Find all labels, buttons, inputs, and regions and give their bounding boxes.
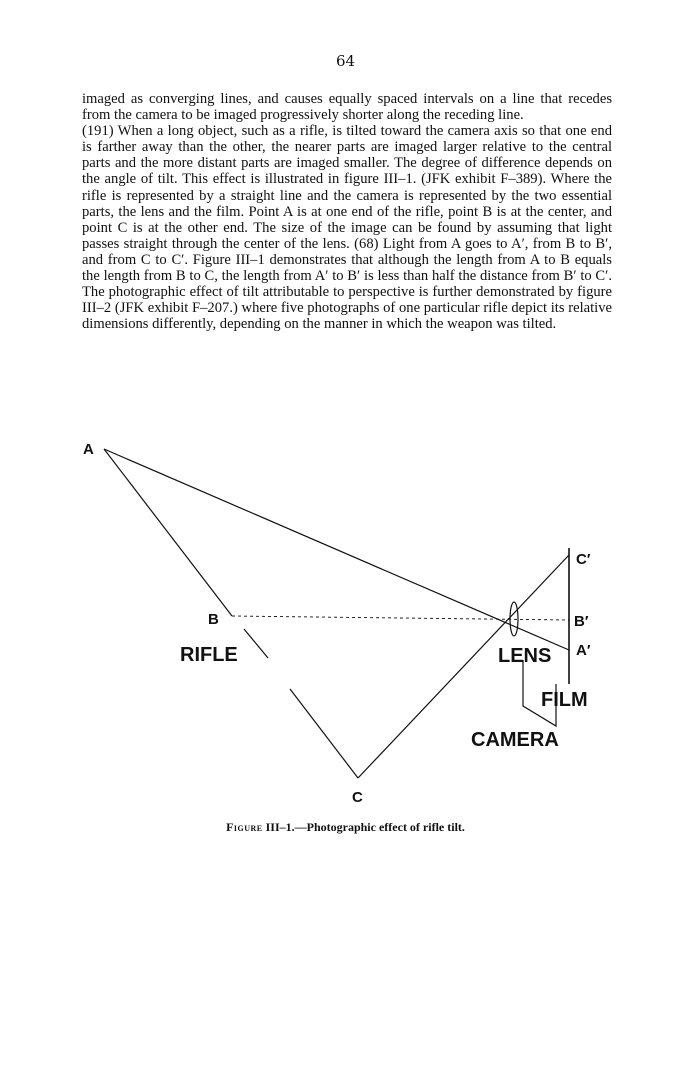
rifle-line-upper <box>104 449 232 616</box>
rifle-tilt-diagram <box>0 430 691 820</box>
rifle-label: RIFLE <box>180 644 238 666</box>
camera-label: CAMERA <box>471 729 559 751</box>
rifle-line-middle <box>244 629 268 658</box>
image-a-label: A′ <box>576 642 591 659</box>
caption-text: III–1.—Photographic effect of rifle tilt. <box>262 820 465 834</box>
film-label: FILM <box>541 689 588 711</box>
paragraph: (191) When a long object, such as a rifle, is tilted toward the camera axis so that one end is farther away than the other, the nearer parts are imaged larger relative to the central parts and the more distant parts are imaged smaller. The degree of difference depends on the angle of tilt. This effect is illustrated in figure III–1. (JFK exhibit F–389). Where the rifle is represented by a straight line and the camera is represented by the two essential parts, the lens and the film. Point A is at one end of the rifle, point B is at the center, and point C is at the other end. The size of the image can be found by assuming that light passes straight through the center of the lens. (68) Light from A goes to A′, from B to B′, and from C to C′. Figure III–1 demonstrates that although the length from A to B equals the length from B to C, the length from A′ to B′ is less than half the distance from B′ to C′. The photographic effect of tilt attributable to perspective is further demonstrated by figure III–2 (JFK exhibit F–207.) where five photographs of one particular rifle depict its relative dimensions differently, depending on the manner in which the weapon was tilted. <box>82 123 612 333</box>
image-c-label: C′ <box>576 551 591 568</box>
rifle-line-lower <box>290 689 358 778</box>
point-c-label: C <box>352 789 363 806</box>
paragraph: imaged as converging lines, and causes equally spaced intervals on a line that recedes from the camera to be imaged progressively shorter along the receding line. <box>82 91 612 124</box>
lens-label: LENS <box>498 645 552 667</box>
point-b-label: B <box>208 611 219 628</box>
image-b-label: B′ <box>574 613 589 630</box>
ray-a <box>104 449 569 650</box>
figure-caption <box>0 820 691 835</box>
page-number: 64 <box>335 52 356 70</box>
caption-figure-word: Figure <box>226 820 263 834</box>
body-text <box>82 91 612 332</box>
point-a-label: A <box>83 441 94 458</box>
